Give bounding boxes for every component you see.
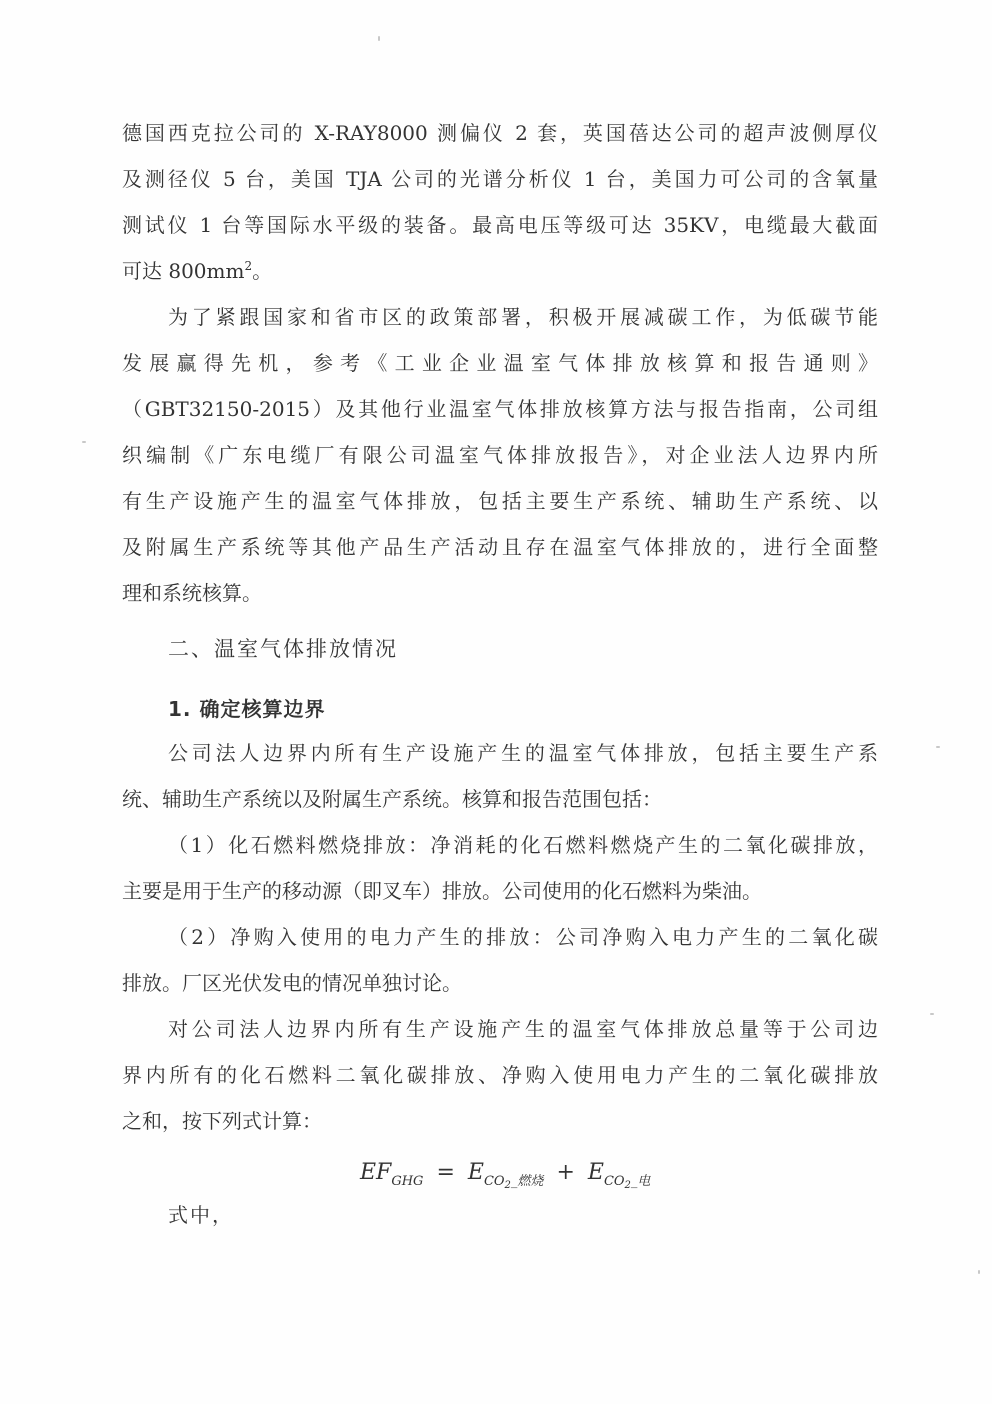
scan-speck (936, 746, 940, 748)
subscript-digit: 2 (624, 1180, 631, 1191)
formula-term1: E (467, 1160, 484, 1185)
formula-plus: + (556, 1160, 575, 1185)
paragraph-line: 理和系统核算。 (122, 581, 262, 605)
paragraph-line: 界内所有的化石燃料二氧化碳排放、净购入使用电力产生的二氧化碳排放 (122, 1063, 878, 1087)
formula-lhs-subscript: GHG (391, 1174, 424, 1189)
subscript-tail: _燃烧 (510, 1174, 544, 1189)
text-run: 可达 800mm (122, 259, 245, 283)
subsection-heading: 1. 确定核算边界 (168, 697, 326, 721)
subscript-tail: _电 (630, 1174, 651, 1189)
section-heading: 二、温室气体排放情况 (168, 637, 398, 661)
formula-term2-subscript (604, 1174, 651, 1189)
subscript-text: CO (483, 1174, 505, 1189)
paragraph-line: 及测径仪 5 台，美国 TJA 公司的光谱分析仪 1 台，美国力可公司的含氧量 (122, 167, 878, 191)
scan-speck (978, 1270, 980, 1274)
paragraph-line: 对公司法人边界内所有生产设施产生的温室气体排放总量等于公司边 (168, 1017, 878, 1041)
paragraph-line: 及附属生产系统等其他产品生产活动且存在温室气体排放的，进行全面整 (122, 535, 878, 559)
scan-speck (930, 1013, 934, 1015)
paragraph-line: 主要是用于生产的移动源（即叉车）排放。公司使用的化石燃料为柴油。 (122, 879, 762, 903)
paragraph-line: 排放。厂区光伏发电的情况单独讨论。 (122, 971, 462, 995)
superscript: 2 (244, 259, 253, 273)
formula-lhs: EF (360, 1160, 392, 1185)
formula-term1-subscript (484, 1174, 544, 1189)
scan-speck (82, 441, 86, 443)
subscript-digit: 2 (504, 1180, 511, 1191)
formula-term2: E (587, 1160, 604, 1185)
paragraph-line: 发展赢得先机，参考《工业企业温室气体排放核算和报告通则》 (122, 351, 878, 375)
subscript-text: CO (603, 1174, 625, 1189)
paragraph-line: 有生产设施产生的温室气体排放，包括主要生产系统、辅助生产系统、以 (122, 489, 878, 513)
closing-text: 式中， (168, 1203, 234, 1227)
paragraph-line: 织编制《广东电缆厂有限公司温室气体排放报告》，对企业法人边界内所 (122, 443, 878, 467)
paragraph-line: 之和，按下列式计算： (122, 1109, 322, 1133)
paragraph-line: （2）净购入使用的电力产生的排放：公司净购入电力产生的二氧化碳 (168, 925, 878, 949)
scan-speck (378, 36, 380, 41)
emission-formula (360, 1158, 650, 1201)
text-run: 。 (252, 259, 273, 283)
paragraph-line: 统、辅助生产系统以及附属生产系统。核算和报告范围包括： (122, 787, 662, 811)
paragraph-line (122, 256, 878, 286)
paragraph-line: 德国西克拉公司的 X-RAY8000 测偏仪 2 套，英国蓓达公司的超声波侧厚仪 (122, 121, 878, 145)
paragraph-line: 公司法人边界内所有生产设施产生的温室气体排放，包括主要生产系 (168, 741, 878, 765)
formula-equals: = (436, 1160, 455, 1185)
paragraph-line: （GBT32150-2015）及其他行业温室气体排放核算方法与报告指南，公司组 (122, 397, 878, 421)
paragraph-line: 测试仪 1 台等国际水平级的装备。最高电压等级可达 35KV，电缆最大截面 (122, 213, 878, 237)
paragraph-line: 为了紧跟国家和省市区的政策部署，积极开展减碳工作，为低碳节能 (168, 305, 878, 329)
paragraph-line: （1）化石燃料燃烧排放：净消耗的化石燃料燃烧产生的二氧化碳排放， (168, 833, 878, 857)
